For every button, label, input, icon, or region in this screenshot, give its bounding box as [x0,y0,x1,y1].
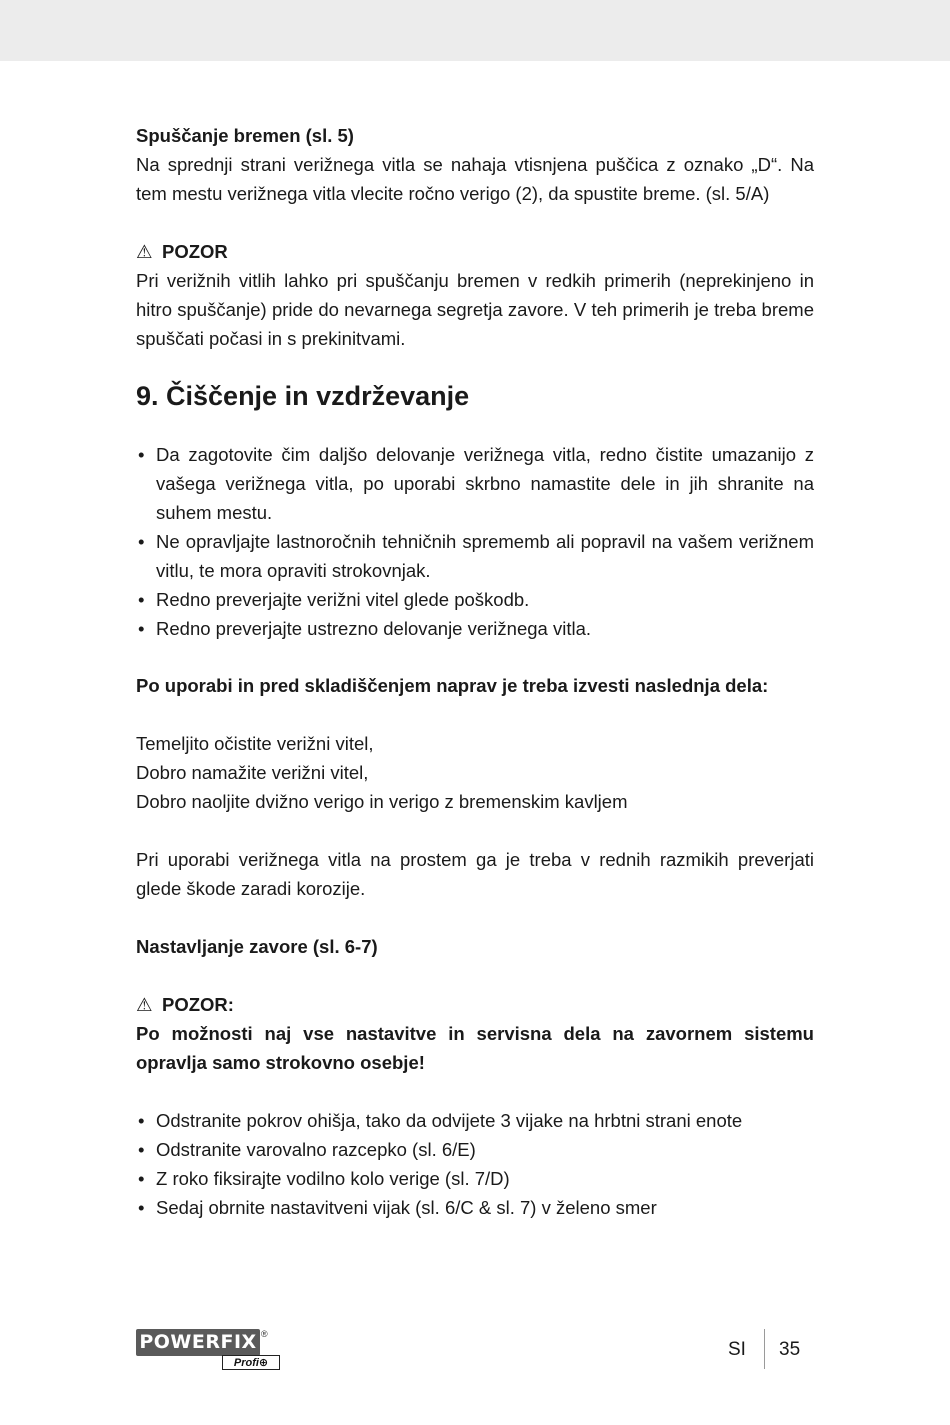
list-item-text: Da zagotovite čim daljšo delovanje verižnega vitla, redno čistite umazanijo z vašega verižnega vitla, po uporabi skrbno namastite dele in jih shranite na suhem mestu. [156,444,814,523]
bullet-icon: • [138,1139,145,1160]
list-item-text: Sedaj obrnite nastavitveni vijak (sl. 6/C & sl. 7) v želeno smer [156,1197,657,1218]
top-header-band [0,0,950,61]
brake-warning-heading [136,990,814,1019]
page-number: 35 [779,1339,801,1360]
brake-heading: Nastavljanje zavore (sl. 6-7) [136,936,378,957]
bullet-icon: • [138,589,145,610]
warning-label: POZOR [162,241,228,262]
list-item [136,440,814,527]
list-item [136,1106,814,1135]
list-item [136,585,814,614]
brand-logo [136,1329,282,1371]
list-item-text: Odstranite varovalno razcepko (sl. 6/E) [156,1139,476,1160]
language-code: SI [728,1339,746,1360]
bullet-icon: • [138,531,145,552]
list-item-text: Z roko fiksirajte vodilno kolo verige (sl. 7/D) [156,1168,510,1189]
page-content [136,121,814,1222]
bullet-icon: • [138,1110,145,1131]
outdoor-paragraph: Pri uporabi verižnega vitla na prostem ga je treba v rednih razmikih preverjati glede škode zaradi korozije. [136,849,814,899]
warning-triangle-icon: ⚠ [136,241,153,262]
section-heading-lowering: Spuščanje bremen (sl. 5) [136,125,354,146]
warning-triangle-icon: ⚠ [136,994,153,1015]
list-item [136,614,814,643]
list-item-text: Ne opravljajte lastnoročnih tehničnih sprememb ali popravil na vašem verižnem vitlu, te mora opraviti strokovnjak. [156,531,814,581]
after-use-heading: Po uporabi in pred skladiščenjem naprav je treba izvesti naslednja dela: [136,675,769,696]
bullet-icon: • [138,444,145,465]
logo-wordmark: POWERFIX [136,1329,260,1356]
bullet-icon: • [138,1168,145,1189]
list-item [136,1164,814,1193]
list-item-text: Redno preverjajte verižni vitel glede poškodb. [156,589,530,610]
list-item [136,527,814,585]
bullet-icon: • [138,1197,145,1218]
warning-heading [136,237,814,266]
list-item [136,1193,814,1222]
list-item-text: Redno preverjajte ustrezno delovanje verižnega vitla. [156,618,592,639]
after-use-line: Dobro namažite verižni vitel, [136,762,369,783]
list-item-text: Odstranite pokrov ohišja, tako da odvijete 3 vijake na hrbtni strani enote [156,1110,743,1131]
registered-mark: ® [261,1329,268,1339]
after-use-line: Temeljito očistite verižni vitel, [136,733,374,754]
page-footer [0,1326,950,1376]
brake-warning-text: Po možnosti naj vse nastavitve in servisna dela na zavornem sistemu opravlja samo strokovno osebje! [136,1023,814,1073]
list-item [136,1135,814,1164]
maintenance-list [136,440,814,643]
chapter-title: 9. Čiščenje in vzdrževanje [136,381,470,411]
footer-divider [764,1329,765,1369]
after-use-line: Dobro naoljite dvižno verigo in verigo z bremenskim kavljem [136,791,628,812]
warning-paragraph: Pri verižnih vitlih lahko pri spuščanju bremen v redkih primerih (neprekinjeno in hitro spuščanje) pride do nevarnega segretja zavore. V teh primerih je treba breme spuščati počasi in s prekinitvami. [136,270,814,349]
brake-steps-list [136,1106,814,1222]
bullet-icon: • [138,618,145,639]
warning-label: POZOR: [162,994,234,1015]
paragraph-lowering: Na sprednji strani verižnega vitla se nahaja vtisnjena puščica z oznako „D“. Na tem mestu verižnega vitla vlecite ročno verigo (2), da spustite breme. (sl. 5/A) [136,154,814,204]
logo-sub-badge: Profi⊕ [222,1355,280,1370]
